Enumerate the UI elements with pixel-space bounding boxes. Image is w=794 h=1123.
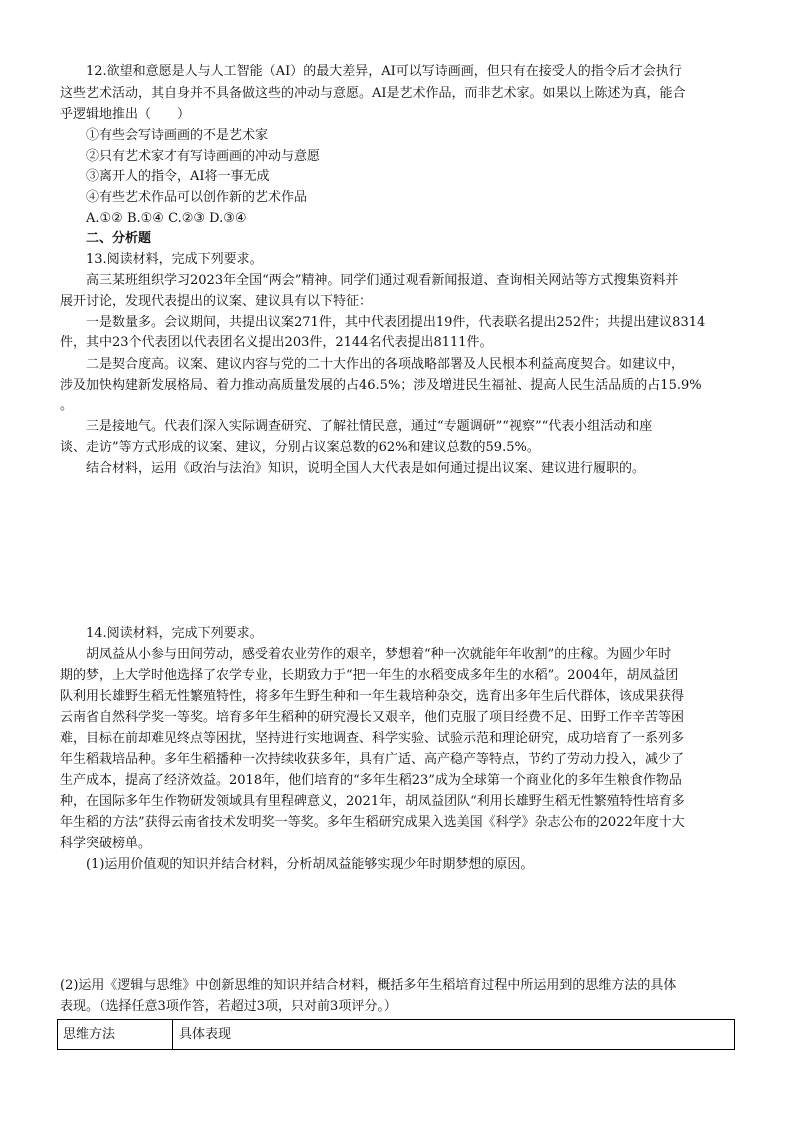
q14-line-5: 云南省自然科学奖一等奖。培育多年生稻种的研究漫长又艰辛，他们克服了项目经费不足、田野工作辛苦等困 [60, 710, 685, 725]
q14-line-4: 队利用长雄野生稻无性繁殖特性，将多年生野生种和一年生栽培种杂交，选育出多年生后代群体，该成果获得 [60, 689, 685, 704]
q12-option-3: ③离开人的指令，AI将一事无成 [86, 169, 270, 184]
q13-line-10: 谈、走访”等方式形成的议案、建议，分别占议案总数的62%和建议总数的59.5%。 [60, 440, 540, 455]
q14-sub2-line-1: (2)运用《逻辑与思维》中创新思维的知识并结合材料，概括多年生稻培育过程中所运用到的思维方法的具体 [60, 978, 677, 993]
q14-line-9: 种，在国际多年生作物研发领域具有里程碑意义，2021年，胡凤益团队“利用长雄野生稻无性繁殖特性培育多 [60, 794, 685, 809]
q12-option-2: ②只有艺术家才有写诗画画的冲动与意愿 [86, 149, 321, 164]
q13-line-5: 件，其中23个代表团以代表团名义提出203件，2144名代表提出8111件。 [60, 335, 493, 350]
table-header-detail: 具体表现 [179, 1027, 232, 1042]
q13-line-8: 。 [60, 398, 74, 413]
table-header-method: 思维方法 [58, 1020, 173, 1049]
section-title: 二、分析题 [86, 231, 152, 246]
q14-sub1: (1)运用价值观的知识并结合材料，分析胡凤益能够实现少年时期梦想的原因。 [86, 857, 534, 872]
q12-option-1: ①有些会写诗画画的不是艺术家 [86, 128, 269, 143]
q14-line-1: 14.阅读材料，完成下列要求。 [86, 626, 263, 641]
q13-line-11: 结合材料，运用《政治与法治》知识，说明全国人大代表是如何通过提出议案、建议进行履职的。 [86, 461, 646, 476]
q13-line-9: 三是接地气。代表们深入实际调查研究、了解社情民意，通过“专题调研”“视察”“代表小组活动和座 [86, 419, 653, 434]
q13-line-4: 一是数量多。会议期间，共提出议案271件，其中代表团提出19件，代表联名提出252件；共提出建议8314 [86, 315, 706, 330]
q13-line-7: 涉及加快构建新发展格局、着力推动高质量发展的占46.5%；涉及增进民生福祉、提高人民生活品质的占15.9% [60, 378, 702, 393]
q14-line-2: 胡凤益从小参与田间劳动，感受着农业劳作的艰辛，梦想着“种一次就能年年收割”的庄稼。为圆少年时 [86, 647, 672, 662]
q14-line-6: 难，目标在前却难见终点等困扰，坚持进行实地调查、科学实验、试验示范和理论研究，成功培育了一系列多 [60, 731, 685, 746]
q13-line-3: 展开讨论，发现代表提出的议案、建议具有以下特征： [60, 294, 373, 309]
q13-line-6: 二是契合度高。议案、建议内容与党的二十大作出的各项战略部署及人民根本利益高度契合。如建议中， [86, 357, 685, 372]
q14-line-11: 科学突破榜单。 [60, 836, 152, 851]
q14-line-8: 生产成本，提高了经济效益。2018年，他们培育的“多年生稻23”成为全球第一个商业化的多年生粮食作物品 [60, 773, 682, 788]
answer-table [57, 1019, 735, 1050]
q12-option-4: ④有些艺术作品可以创作新的艺术作品 [86, 190, 308, 205]
q12-line-2: 这些艺术活动，其自身并不具备做这些的冲动与意愿。AI是艺术作品，而非艺术家。如果以上陈述为真，能合 [60, 86, 686, 101]
q12-line-3: 乎逻辑地推出（ ） [60, 107, 191, 122]
q12-line-1: 12.欲望和意愿是人与人工智能（AI）的最大差异，AI可以写诗画画，但只有在接受人的指令后才会执行 [86, 64, 682, 79]
q14-line-3: 期的梦，上大学时他选择了农学专业，长期致力于“把一年生的水稻变成多年生的水稻”。2004年，胡凤益团 [60, 668, 679, 683]
q12-choices: A.①② B.①④ C.②③ D.③④ [86, 211, 247, 226]
q14-line-7: 年生稻栽培品种。多年生稻播种一次持续收获多年，具有广适、高产稳产等特点，节约了劳动力投入，减少了 [60, 752, 685, 767]
q13-line-2: 高三某班组织学习2023年全国“两会”精神。同学们通过观看新闻报道、查询相关网站等方式搜集资料并 [86, 273, 679, 288]
q14-line-10: 年生稻的方法”获得云南省技术发明奖一等奖。多年生稻研究成果入选美国《科学》杂志公布的2022年度十大 [60, 815, 685, 830]
q13-line-1: 13.阅读材料，完成下列要求。 [86, 252, 263, 267]
q14-sub2-line-2: 表现。（选择任意3项作答，若超过3项，只对前3项评分。） [60, 999, 397, 1014]
